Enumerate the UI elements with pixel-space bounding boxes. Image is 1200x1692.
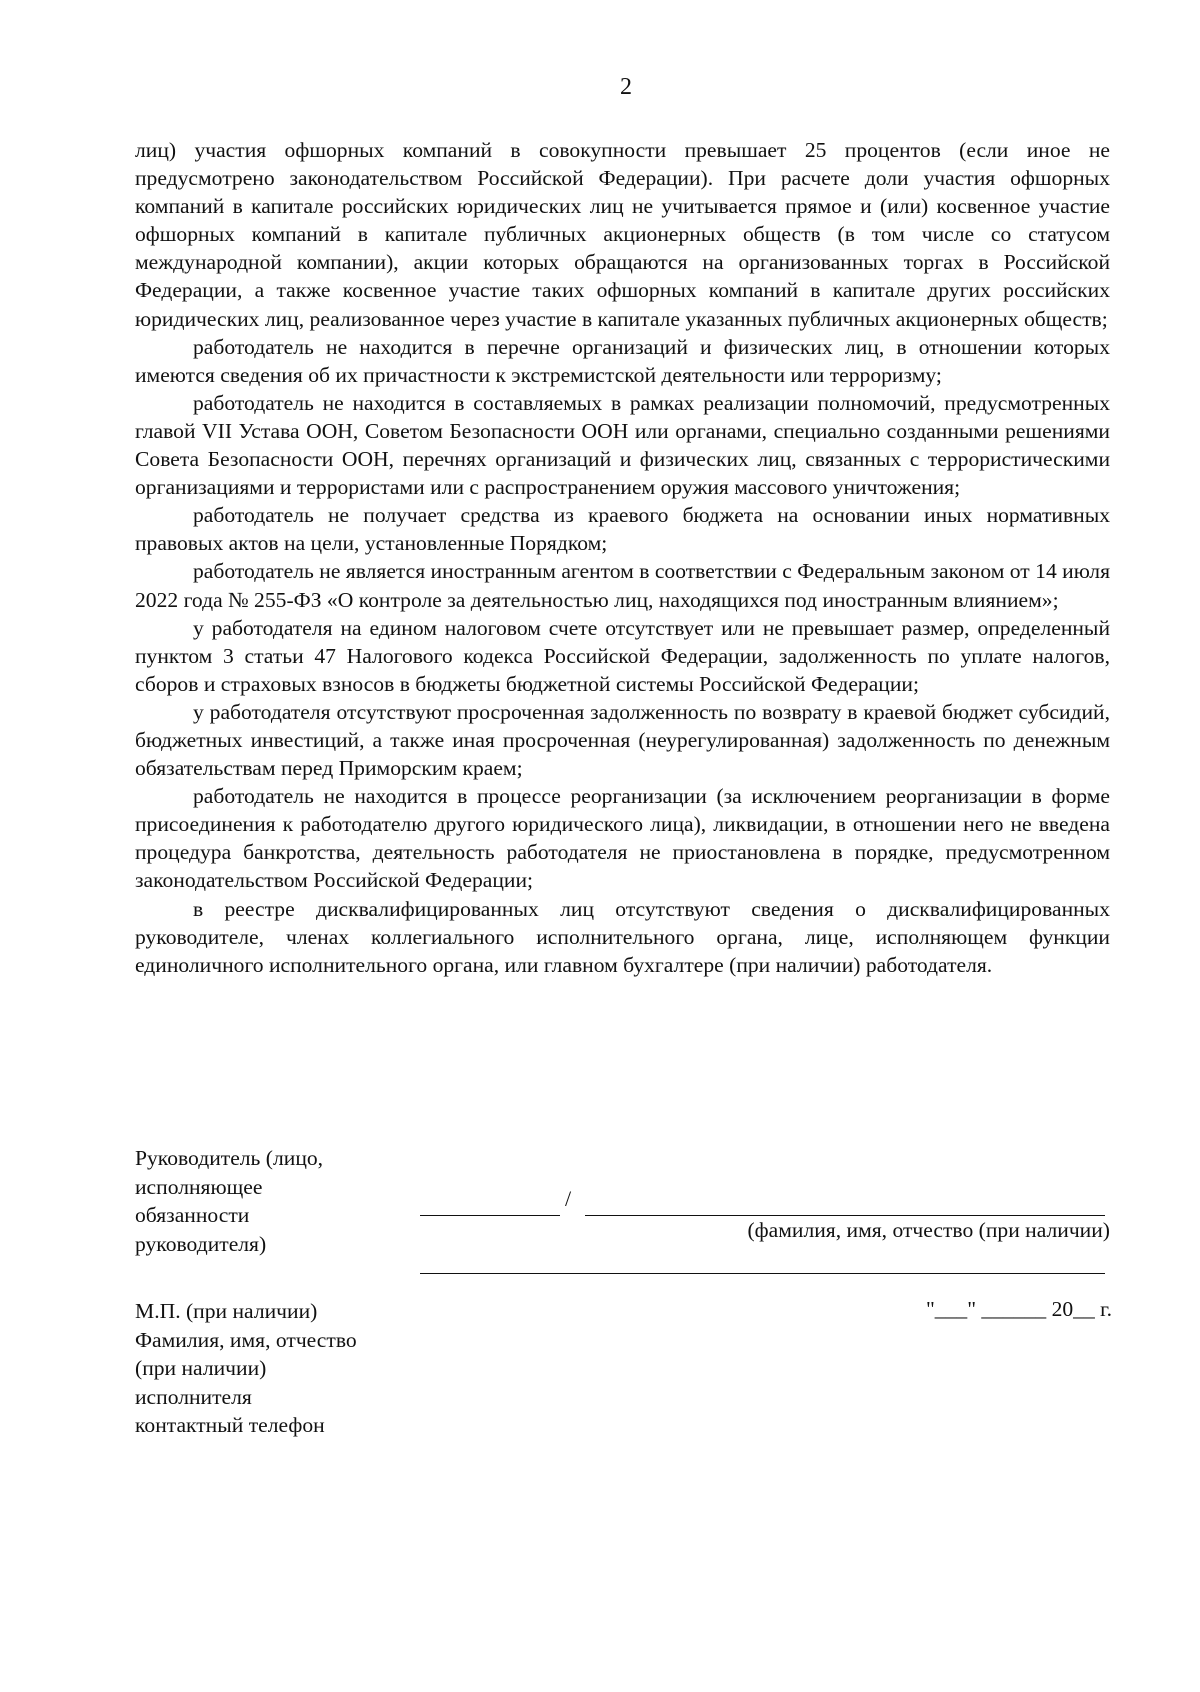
- executor-line: (при наличии): [135, 1356, 267, 1380]
- paragraph-tax-debt: у работодателя на едином налоговом счете отсутствует или не превышает размер, определенный пунктом 3 статьи 47 Налогового кодекса Российской Федерации, задолженность по уплате налогов, сборов и страховых взносов в бюджеты бюджетной системы Российской Федерации;: [135, 615, 1110, 696]
- date-field: "___" ______ 20__ г.: [925, 1297, 1112, 1321]
- paragraph-overdue-debt: у работодателя отсутствуют просроченная задолженность по возврату в краевой бюджет субсидий, бюджетных инвестиций, а также иная просроченная (неурегулированная) задолженность по денежным обязательствам перед Приморским краем;: [135, 699, 1110, 781]
- paragraph-un-sanctions-list: работодатель не находится в составляемых в рамках реализации полномочий, предусмотренных главой VII Устава ООН, Советом Безопасности ООН или органами, специально созданными решениями Совета Безопасности ООН, перечнях организаций и физических лиц, связанных с террористическими организациями и террористами или с распространением оружия массового уничтожения;: [135, 390, 1110, 500]
- signer-role-line: руководителя): [135, 1231, 267, 1256]
- name-line: [585, 1215, 1105, 1216]
- paragraph-not-foreign-agent: работодатель не является иностранным агентом в соответствии с Федеральным законом от 14 июля 2022 года № 255-ФЗ «О контроле за деятельностью лиц, находящихся под иностранным влиянием»;: [135, 559, 1110, 612]
- document-body: [135, 136, 1110, 979]
- signer-role-label: [135, 1144, 375, 1258]
- executor-line: Фамилия, имя, отчество: [135, 1327, 357, 1352]
- executor-phone-line: контактный телефон: [135, 1413, 325, 1437]
- paragraph-reorganization: работодатель не находится в процессе реорганизации (за исключением реорганизации в форме присоединения к работодателю другого юридического лица), ликвидации, в отношении него не введена процедура банкротства, деятельность работодателя не приостановлена в порядке, предусмотренном законодательством Российской Федерации;: [135, 784, 1110, 893]
- executor-line: исполнителя: [135, 1384, 252, 1409]
- stamp-and-executor-block: [135, 1297, 405, 1440]
- signature-line: [420, 1215, 560, 1216]
- paragraph-extremism-list: работодатель не находится в перечне организаций и физических лиц, в отношении которых имеются сведения об их причастности к экстремистской деятельности или терроризму;: [135, 334, 1110, 387]
- signer-role-line: обязанности: [135, 1203, 250, 1227]
- paragraph-no-other-budget-funds: работодатель не получает средства из краевого бюджета на основании иных нормативных правовых актов на цели, установленные Порядком;: [135, 503, 1110, 556]
- signer-role-line: исполняющее: [135, 1174, 263, 1199]
- stamp-line: М.П. (при наличии): [135, 1299, 318, 1323]
- paragraph-disqualified-persons: в реестре дисквалифицированных лиц отсутствуют сведения о дисквалифицированных руководителе, членах коллегиального исполнительного органа, лице, исполняющем функции единоличного исполнительного органа, или главном бухгалтере (при наличии) работодателя.: [135, 896, 1110, 977]
- signer-role-line: Руководитель (лицо,: [135, 1146, 324, 1170]
- second-name-line: [420, 1273, 1105, 1274]
- signature-slash: /: [565, 1186, 572, 1211]
- page-number: 2: [620, 74, 632, 100]
- paragraph-offshore-participation: лиц) участия офшорных компаний в совокупности превышает 25 процентов (если иное не предусмотрено законодательством Российской Федерации). При расчете доли участия офшорных компаний в капитале российских юридических лиц не учитывается прямое и (или) косвенное участие офшорных компаний в капитале публичных акционерных обществ (в том числе со статусом международной компании), акции которых обращаются на организованных торгах в Российской Федерации, а также косвенное участие таких офшорных компаний в капитале других российских юридических лиц, реализованное через участие в капитале указанных публичных акционерных обществ;: [135, 138, 1110, 331]
- fio-hint-label: (фамилия, имя, отчество (при наличии): [747, 1218, 1110, 1242]
